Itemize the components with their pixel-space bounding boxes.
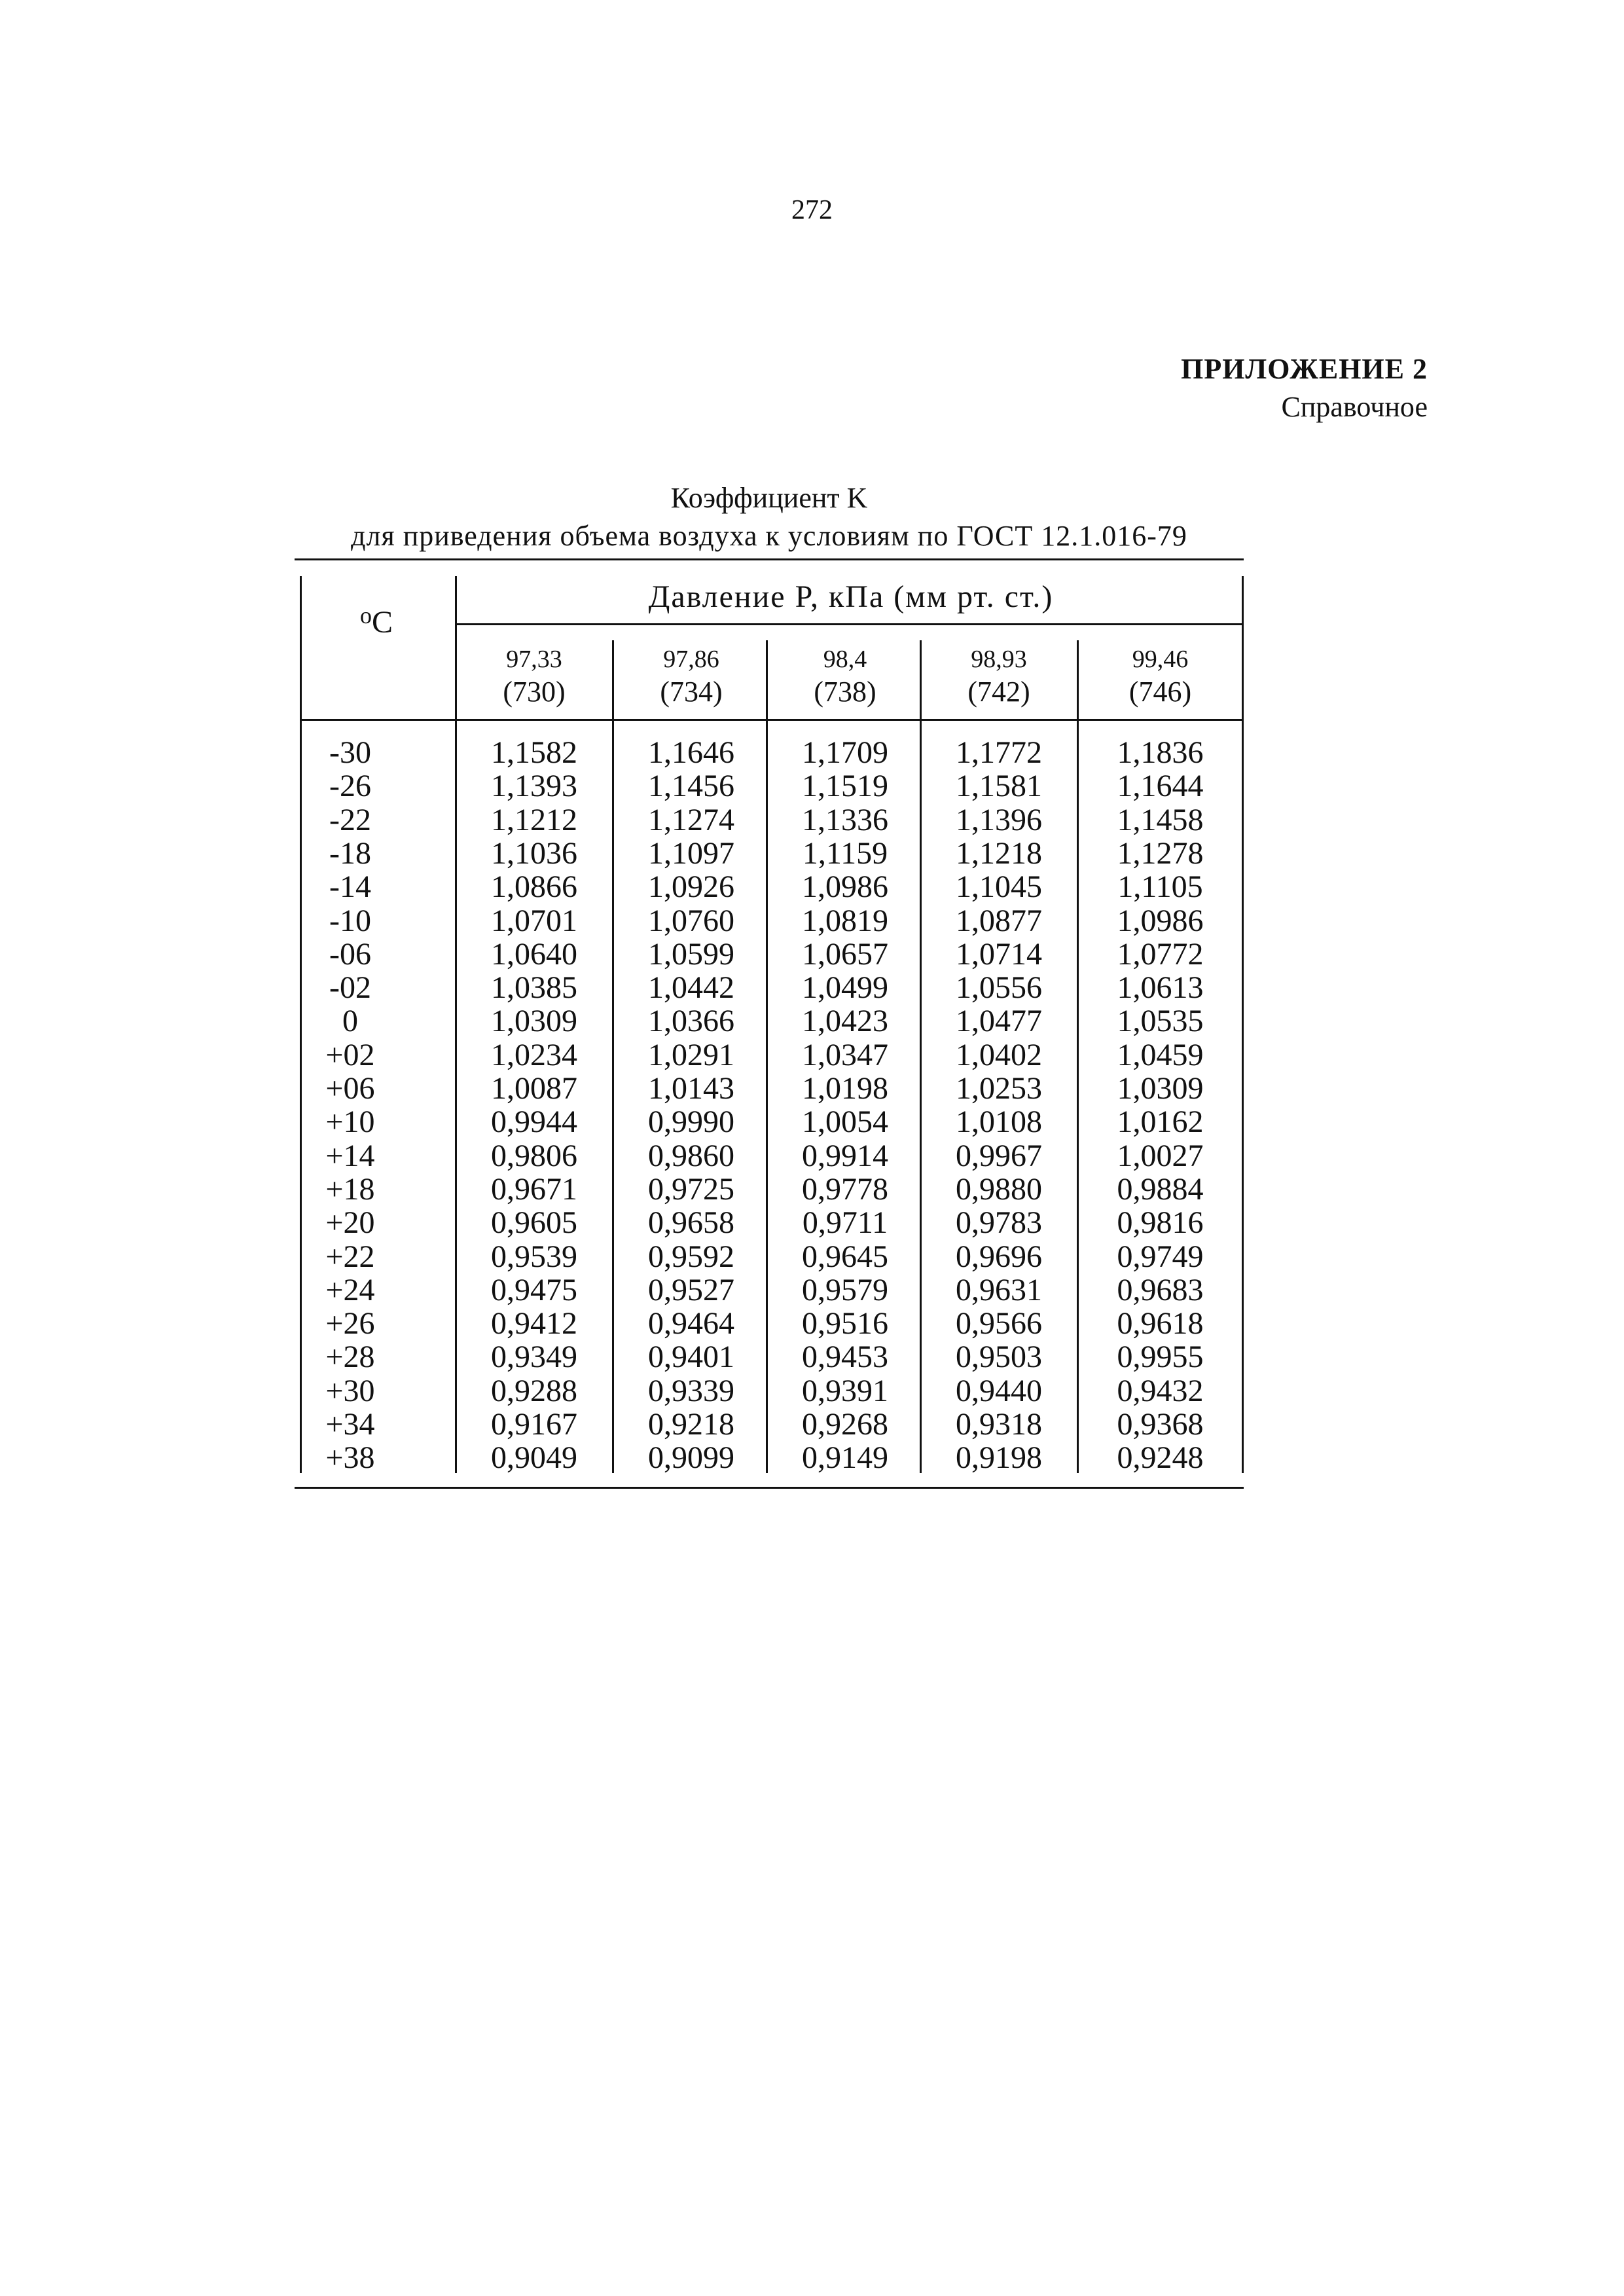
temperature-cell: -14 bbox=[329, 869, 371, 905]
pressure-kpa: 97,86 bbox=[663, 646, 719, 673]
appendix-heading bbox=[1181, 350, 1428, 426]
coefficient-cell: 0,9464 bbox=[648, 1306, 734, 1341]
coefficient-cell: 1,0819 bbox=[802, 903, 888, 938]
coefficient-cell: 1,0234 bbox=[491, 1037, 577, 1072]
pressure-column-header bbox=[769, 643, 921, 708]
coefficient-cell: 1,1097 bbox=[648, 835, 734, 871]
coefficient-cell: 1,1218 bbox=[956, 835, 1042, 871]
table-row bbox=[0, 971, 1624, 1004]
coefficient-cell: 1,0087 bbox=[491, 1071, 577, 1106]
coefficient-cell: 1,0198 bbox=[802, 1071, 888, 1106]
coefficient-cell: 0,9884 bbox=[1117, 1171, 1204, 1207]
caption-line-2: для приведения объема воздуха к условиям по ГОСТ 12.1.016-79 bbox=[351, 520, 1187, 552]
temperature-cell: +34 bbox=[325, 1407, 375, 1442]
pressure-header-rule bbox=[457, 623, 1242, 625]
table-top-rule bbox=[295, 558, 1244, 560]
coefficient-cell: 1,1581 bbox=[956, 769, 1042, 804]
pressure-kpa: 98,93 bbox=[971, 646, 1027, 673]
coefficient-cell: 1,0459 bbox=[1117, 1037, 1204, 1072]
pressure-column-header bbox=[1080, 643, 1240, 708]
pressure-mm: (746) bbox=[1128, 676, 1192, 708]
coefficient-cell: 0,9453 bbox=[802, 1339, 888, 1375]
pressure-mm: (734) bbox=[660, 676, 723, 708]
table-row bbox=[0, 1004, 1624, 1038]
coefficient-cell: 1,0402 bbox=[956, 1037, 1042, 1072]
coefficient-cell: 1,0143 bbox=[648, 1071, 734, 1106]
coefficient-cell: 0,9696 bbox=[956, 1239, 1042, 1274]
coefficient-cell: 0,9368 bbox=[1117, 1407, 1204, 1442]
coefficient-cell: 0,9967 bbox=[956, 1138, 1042, 1173]
temperature-cell: -10 bbox=[329, 903, 371, 938]
coefficient-cell: 0,9955 bbox=[1117, 1339, 1204, 1375]
coefficient-cell: 0,9671 bbox=[491, 1171, 577, 1207]
coefficient-cell: 0,9566 bbox=[956, 1306, 1042, 1341]
coefficient-cell: 0,9749 bbox=[1117, 1239, 1204, 1274]
temperature-cell: -18 bbox=[329, 835, 371, 871]
coefficient-cell: 1,0477 bbox=[956, 1004, 1042, 1039]
coefficient-cell: 0,9432 bbox=[1117, 1373, 1204, 1408]
coefficient-cell: 1,1159 bbox=[802, 835, 888, 871]
table-row bbox=[0, 837, 1624, 870]
coefficient-cell: 0,9475 bbox=[491, 1272, 577, 1307]
coefficient-cell: 0,9167 bbox=[491, 1407, 577, 1442]
coefficient-cell: 1,0556 bbox=[956, 970, 1042, 1006]
coefficient-cell: 0,9149 bbox=[802, 1440, 888, 1476]
temperature-cell: -26 bbox=[329, 769, 371, 804]
coefficient-cell: 1,0640 bbox=[491, 936, 577, 972]
coefficient-cell: 1,0877 bbox=[956, 903, 1042, 938]
coefficient-cell: 0,9248 bbox=[1117, 1440, 1204, 1476]
coefficient-cell: 1,1045 bbox=[956, 869, 1042, 905]
coefficient-cell: 0,9218 bbox=[648, 1407, 734, 1442]
temperature-cell: +38 bbox=[325, 1440, 375, 1476]
coefficient-cell: 1,1396 bbox=[956, 802, 1042, 837]
coefficient-cell: 1,0291 bbox=[648, 1037, 734, 1072]
coefficient-cell: 0,9503 bbox=[956, 1339, 1042, 1375]
coefficient-cell: 0,9806 bbox=[491, 1138, 577, 1173]
coefficient-cell: 1,0347 bbox=[802, 1037, 888, 1072]
pressure-kpa: 99,46 bbox=[1132, 646, 1189, 673]
caption-line-1: Коэффициент K bbox=[670, 482, 868, 514]
coefficient-cell: 1,0760 bbox=[648, 903, 734, 938]
temperature-cell: +26 bbox=[325, 1306, 375, 1341]
coefficient-cell: 1,0253 bbox=[956, 1071, 1042, 1106]
table-row bbox=[0, 1206, 1624, 1239]
coefficient-cell: 0,9618 bbox=[1117, 1306, 1204, 1341]
coefficient-cell: 0,9683 bbox=[1117, 1272, 1204, 1307]
pressure-mm: (742) bbox=[967, 676, 1030, 708]
coefficient-cell: 1,0986 bbox=[802, 869, 888, 905]
celsius-letter: C bbox=[371, 605, 393, 640]
table-row bbox=[0, 769, 1624, 803]
coefficient-cell: 0,9880 bbox=[956, 1171, 1042, 1207]
coefficient-cell: 1,1709 bbox=[802, 735, 888, 770]
temperature-cell: -02 bbox=[329, 970, 371, 1006]
temperature-cell: +30 bbox=[325, 1373, 375, 1408]
coefficient-cell: 1,1519 bbox=[802, 769, 888, 804]
pressure-kpa: 98,4 bbox=[823, 646, 867, 673]
temperature-cell: 0 bbox=[342, 1004, 358, 1039]
coefficient-cell: 1,0309 bbox=[491, 1004, 577, 1039]
coefficient-cell: 0,9592 bbox=[648, 1239, 734, 1274]
table-row bbox=[0, 1038, 1624, 1072]
table-row bbox=[0, 1441, 1624, 1474]
coefficient-cell: 0,9711 bbox=[802, 1205, 888, 1241]
coefficient-cell: 1,0599 bbox=[648, 936, 734, 972]
coefficient-cell: 1,0714 bbox=[956, 936, 1042, 972]
coefficient-cell: 1,0613 bbox=[1117, 970, 1204, 1006]
table-row bbox=[0, 1273, 1624, 1307]
coefficient-cell: 0,9412 bbox=[491, 1306, 577, 1341]
temperature-cell: -30 bbox=[329, 735, 371, 770]
table-row bbox=[0, 1240, 1624, 1273]
coefficient-cell: 1,0866 bbox=[491, 869, 577, 905]
temperature-cell: -06 bbox=[329, 936, 371, 972]
table-row bbox=[0, 803, 1624, 837]
temperature-cell: +06 bbox=[325, 1071, 375, 1106]
coefficient-cell: 1,0309 bbox=[1117, 1071, 1204, 1106]
table-row bbox=[0, 1408, 1624, 1441]
coefficient-cell: 0,9527 bbox=[648, 1272, 734, 1307]
coefficient-cell: 1,0499 bbox=[802, 970, 888, 1006]
temperature-cell: +28 bbox=[325, 1339, 375, 1375]
coefficient-cell: 0,9605 bbox=[491, 1205, 577, 1241]
coefficient-cell: 0,9914 bbox=[802, 1138, 888, 1173]
temperature-unit-header bbox=[301, 596, 452, 642]
degree-symbol: o bbox=[359, 602, 372, 629]
coefficient-cell: 1,1212 bbox=[491, 802, 577, 837]
temperature-cell: +18 bbox=[325, 1171, 375, 1207]
coefficient-cell: 1,0385 bbox=[491, 970, 577, 1006]
coefficient-cell: 1,0162 bbox=[1117, 1104, 1204, 1140]
coefficient-cell: 0,9349 bbox=[491, 1339, 577, 1375]
coefficient-cell: 0,9440 bbox=[956, 1373, 1042, 1408]
table-bottom-rule bbox=[295, 1487, 1244, 1489]
coefficient-cell: 0,9339 bbox=[648, 1373, 734, 1408]
table-row bbox=[0, 736, 1624, 769]
coefficient-cell: 0,9198 bbox=[956, 1440, 1042, 1476]
coefficient-cell: 0,9401 bbox=[648, 1339, 734, 1375]
coefficient-cell: 1,0054 bbox=[802, 1104, 888, 1140]
coefficient-cell: 1,1458 bbox=[1117, 802, 1204, 837]
coefficient-cell: 1,1036 bbox=[491, 835, 577, 871]
coefficient-cell: 1,1582 bbox=[491, 735, 577, 770]
coefficient-cell: 0,9318 bbox=[956, 1407, 1042, 1442]
coefficient-cell: 0,9645 bbox=[802, 1239, 888, 1274]
table-row bbox=[0, 870, 1624, 903]
table-row bbox=[0, 1139, 1624, 1173]
temperature-cell: +10 bbox=[325, 1104, 375, 1140]
coefficient-cell: 1,0926 bbox=[648, 869, 734, 905]
temperature-cell: +24 bbox=[325, 1272, 375, 1307]
coefficient-cell: 0,9049 bbox=[491, 1440, 577, 1476]
coefficient-cell: 1,1456 bbox=[648, 769, 734, 804]
temperature-cell: -22 bbox=[329, 802, 371, 837]
table-row bbox=[0, 1374, 1624, 1408]
coefficient-cell: 1,1274 bbox=[648, 802, 734, 837]
coefficient-cell: 1,0772 bbox=[1117, 936, 1204, 972]
pressure-kpa: 97,33 bbox=[506, 646, 562, 673]
coefficient-cell: 0,9778 bbox=[802, 1171, 888, 1207]
coefficient-cell: 1,0986 bbox=[1117, 903, 1204, 938]
pressure-column-header bbox=[615, 643, 767, 708]
coefficient-cell: 1,1393 bbox=[491, 769, 577, 804]
coefficient-cell: 0,9990 bbox=[648, 1104, 734, 1140]
pressure-header: Давление P, кПа (мм рт. ст.) bbox=[648, 579, 1054, 614]
pressure-column-header bbox=[458, 643, 610, 708]
table-row bbox=[0, 1307, 1624, 1340]
table-row bbox=[0, 1340, 1624, 1374]
coefficient-cell: 1,0442 bbox=[648, 970, 734, 1006]
appendix-subtitle: Справочное bbox=[1281, 391, 1428, 423]
coefficient-cell: 0,9099 bbox=[648, 1440, 734, 1476]
coefficient-cell: 1,1278 bbox=[1117, 835, 1204, 871]
coefficient-cell: 1,0701 bbox=[491, 903, 577, 938]
coefficient-cell: 1,0657 bbox=[802, 936, 888, 972]
coefficient-cell: 1,0423 bbox=[802, 1004, 888, 1039]
page-number: 272 bbox=[791, 195, 833, 225]
coefficient-cell: 0,9658 bbox=[648, 1205, 734, 1241]
table-row bbox=[0, 1105, 1624, 1139]
coefficient-cell: 0,9579 bbox=[802, 1272, 888, 1307]
coefficient-cell: 0,9288 bbox=[491, 1373, 577, 1408]
coefficient-cell: 1,0108 bbox=[956, 1104, 1042, 1140]
table-row bbox=[0, 1173, 1624, 1206]
coefficient-cell: 0,9860 bbox=[648, 1138, 734, 1173]
coefficient-cell: 1,1836 bbox=[1117, 735, 1204, 770]
coefficient-cell: 1,1644 bbox=[1117, 769, 1204, 804]
table-caption bbox=[295, 479, 1244, 555]
coefficient-cell: 1,0366 bbox=[648, 1004, 734, 1039]
coefficient-cell: 0,9391 bbox=[802, 1373, 888, 1408]
pressure-column-header bbox=[923, 643, 1075, 708]
table-row bbox=[0, 904, 1624, 938]
coefficient-cell: 1,1646 bbox=[648, 735, 734, 770]
coefficient-cell: 0,9631 bbox=[956, 1272, 1042, 1307]
coefficient-cell: 1,1772 bbox=[956, 735, 1042, 770]
pressure-mm: (738) bbox=[814, 676, 876, 708]
coefficient-cell: 0,9783 bbox=[956, 1205, 1042, 1241]
temperature-cell: +20 bbox=[325, 1205, 375, 1241]
coefficient-cell: 0,9725 bbox=[648, 1171, 734, 1207]
temperature-cell: +14 bbox=[325, 1138, 375, 1173]
temperature-cell: +02 bbox=[325, 1037, 375, 1072]
coefficient-cell: 0,9539 bbox=[491, 1239, 577, 1274]
coefficient-cell: 0,9268 bbox=[802, 1407, 888, 1442]
coefficient-cell: 1,0535 bbox=[1117, 1004, 1204, 1039]
coefficient-cell: 0,9944 bbox=[491, 1104, 577, 1140]
table-row bbox=[0, 1072, 1624, 1105]
coefficient-cell: 1,1336 bbox=[802, 802, 888, 837]
coefficient-cell: 0,9816 bbox=[1117, 1205, 1204, 1241]
coefficient-cell: 0,9516 bbox=[802, 1306, 888, 1341]
appendix-title: ПРИЛОЖЕНИЕ 2 bbox=[1181, 353, 1428, 385]
table-row bbox=[0, 938, 1624, 971]
header-bottom-rule bbox=[300, 719, 1244, 721]
pressure-mm: (730) bbox=[503, 676, 566, 708]
coefficient-cell: 1,1105 bbox=[1117, 869, 1203, 905]
temperature-cell: +22 bbox=[325, 1239, 375, 1274]
coefficient-cell: 1,0027 bbox=[1117, 1138, 1204, 1173]
